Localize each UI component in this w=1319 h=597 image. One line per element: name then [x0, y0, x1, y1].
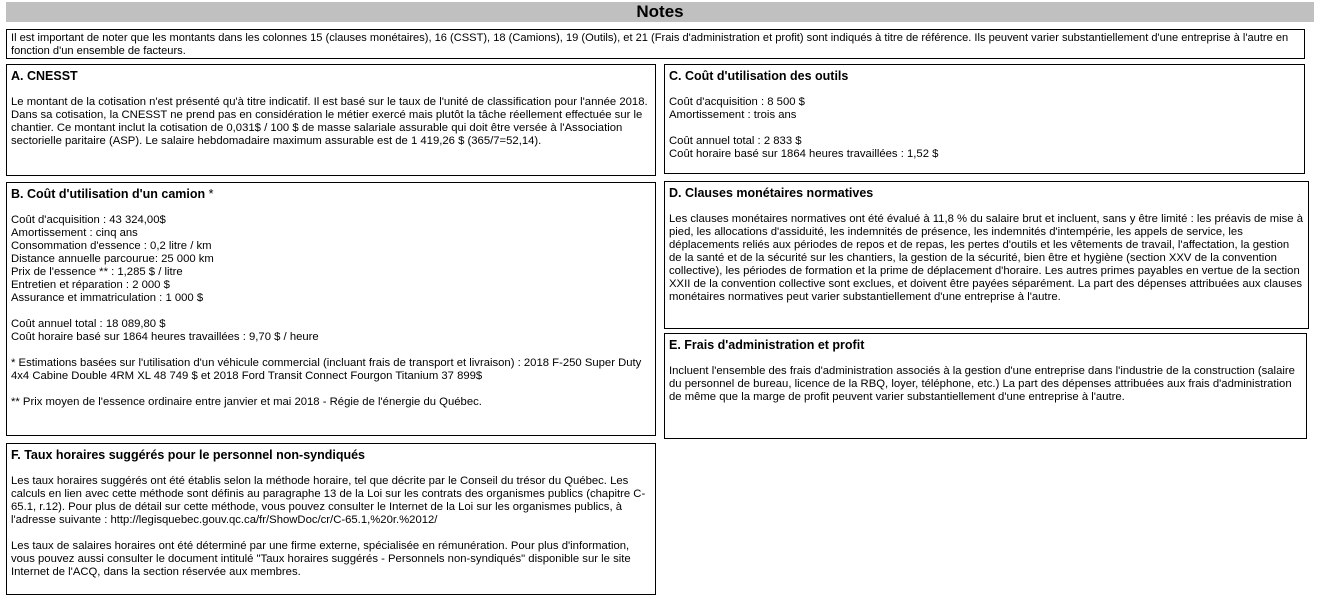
truck-annual-distance: Distance annuelle parcourue: 25 000 km [11, 253, 214, 265]
section-b-title-mark: * [208, 187, 214, 201]
section-d-title: D. Clauses monétaires normatives [669, 186, 874, 200]
truck-fuel-consumption: Consommation d'essence : 0,2 litre / km [11, 240, 212, 252]
section-c-outils [664, 64, 1305, 174]
section-a-title: A. CNESST [11, 69, 78, 83]
intro-text: Il est important de noter que les montants dans les colonnes 15 (clauses monétaires), 16 (CSST), 18 (Camions), 19 (Outils), et 21 (Frais d'administration et profit) sont indiqués à titre de référence. Ils peuvent varier substantiellement d'une entreprise à l'autre en fonction d'un ensemble de facteurs. [11, 32, 1289, 57]
section-f-para1: Les taux horaires suggérés ont été établis selon la méthode horaire, tel que décrite par le Conseil du trésor du Québec. Les calculs en lien avec cette méthode sont définis au paragraphe 13 de la Loi sur les contrats des organismes publics (chapitre C-65.1, r.12). Pour plus de détail sur cette méthode, vous pouvez consulter le Internet de la Loi sur les organismes publics, à l'adresse suivante : http://legisquebec.gouv.qc.ca/fr/ShowDoc/cr/C-65.1,%20r.%2012/ [11, 475, 646, 526]
truck-maintenance: Entretien et réparation : 2 000 $ [11, 279, 170, 291]
section-f-para2: Les taux de salaires horaires ont été déterminé par une firme externe, spécialisée en rémunération. Pour plus d'information, vous pouvez aussi consulter le document intitulé "Taux horaires suggérés - Personnels non-syndiqués" disponible sur le site Internet de l'ACQ, dans la section réservée aux membres. [11, 540, 631, 578]
truck-note-estimates: * Estimations basées sur l'utilisation d'un véhicule commercial (incluant frais de transport et livraison) : 2018 F-250 Super Duty 4x4 Cabine Double 4RM XL 48 749 $ et 2018 Ford Transit Connect Fourgon Titanium 37 899$ [11, 357, 642, 382]
tools-acquisition: Coût d'acquisition : 8 500 $ [669, 96, 805, 108]
truck-acquisition: Coût d'acquisition : 43 324,00$ [11, 214, 166, 226]
truck-hourly-cost: Coût horaire basé sur 1864 heures travaillées : 9,70 $ / heure [11, 331, 319, 343]
intro-box [6, 29, 1305, 59]
truck-amortization: Amortissement : cinq ans [11, 227, 138, 239]
notes-header: Notes [6, 2, 1314, 22]
truck-insurance: Assurance et immatriculation : 1 000 $ [11, 292, 204, 304]
tools-hourly-cost: Coût horaire basé sur 1864 heures travaillées : 1,52 $ [669, 148, 939, 160]
tools-annual-cost: Coût annuel total : 2 833 $ [669, 135, 802, 147]
section-a-body: Le montant de la cotisation n'est présenté qu'à titre indicatif. Il est basé sur le taux de l'unité de classification pour l'année 2018. Dans sa cotisation, la CNESST ne prend pas en considération le métier exercé mais plutôt la tâche réellement effectuée sur le chantier. Ce montant inclut la cotisation de 0,031$ / 100 $ de masse salariale assurable qui doit être versée à l'Association sectorielle paritaire (ASP). Le salaire hebdomadaire maximum assurable est de 1 419,26 $ (365/7=52,14). [11, 96, 648, 147]
section-b-title: B. Coût d'utilisation d'un camion [11, 187, 206, 201]
section-e-frais [664, 333, 1307, 439]
section-d-clauses [664, 181, 1309, 329]
section-f-title: F. Taux horaires suggérés pour le personnel non-syndiqués [11, 448, 366, 462]
section-c-title: C. Coût d'utilisation des outils [669, 69, 849, 83]
section-f-taux-horaires [6, 443, 656, 595]
section-b-title-row [11, 187, 651, 202]
truck-note-fuel: ** Prix moyen de l'essence ordinaire entre janvier et mai 2018 - Régie de l'énergie du Québec. [11, 396, 482, 408]
truck-fuel-price: Prix de l'essence ** : 1,285 $ / litre [11, 266, 183, 278]
section-d-body: Les clauses monétaires normatives ont été évalué à 11,8 % du salaire brut et incluent, sans y être limité : les préavis de mise à pied, les allocations d'assiduité, les indemnités de présence, les indemnités d'intempérie, les appels de service, les déplacements reliés aux périodes de repos et de repas, les pertes d'outils et les vêtements de travail, l'affectation, la gestion de la santé et de la sécurité sur les chantiers, la gestion de la sécurité, bien être et hygiène (section XXV de la convention collective), les périodes de formation et la prime de déplacement d'horaire. Les autres primes payables en vertue de la section XXII de la convention collective sont exclues, et doivent être payées séparément. La part des dépenses attribuées aux clauses monétaires normatives peut varier substantiellement d'une entreprise à l'autre. [669, 213, 1303, 303]
section-e-title: E. Frais d'administration et profit [669, 338, 865, 352]
section-b-camion [6, 182, 656, 436]
truck-annual-cost: Coût annuel total : 18 089,80 $ [11, 318, 166, 330]
tools-amortization: Amortissement : trois ans [669, 109, 797, 121]
section-e-body: Incluent l'ensemble des frais d'administration associés à la gestion d'une entreprise dans l'industrie de la construction (salaire du personnel de bureau, licence de la RBQ, loyer, téléphone, etc.) La part des dépenses attribuées aux frais d'administration de même que la marge de profit peuvent varier substantiellement d'une entreprise à l'autre. [669, 365, 1295, 403]
section-a-cnesst [6, 64, 656, 176]
